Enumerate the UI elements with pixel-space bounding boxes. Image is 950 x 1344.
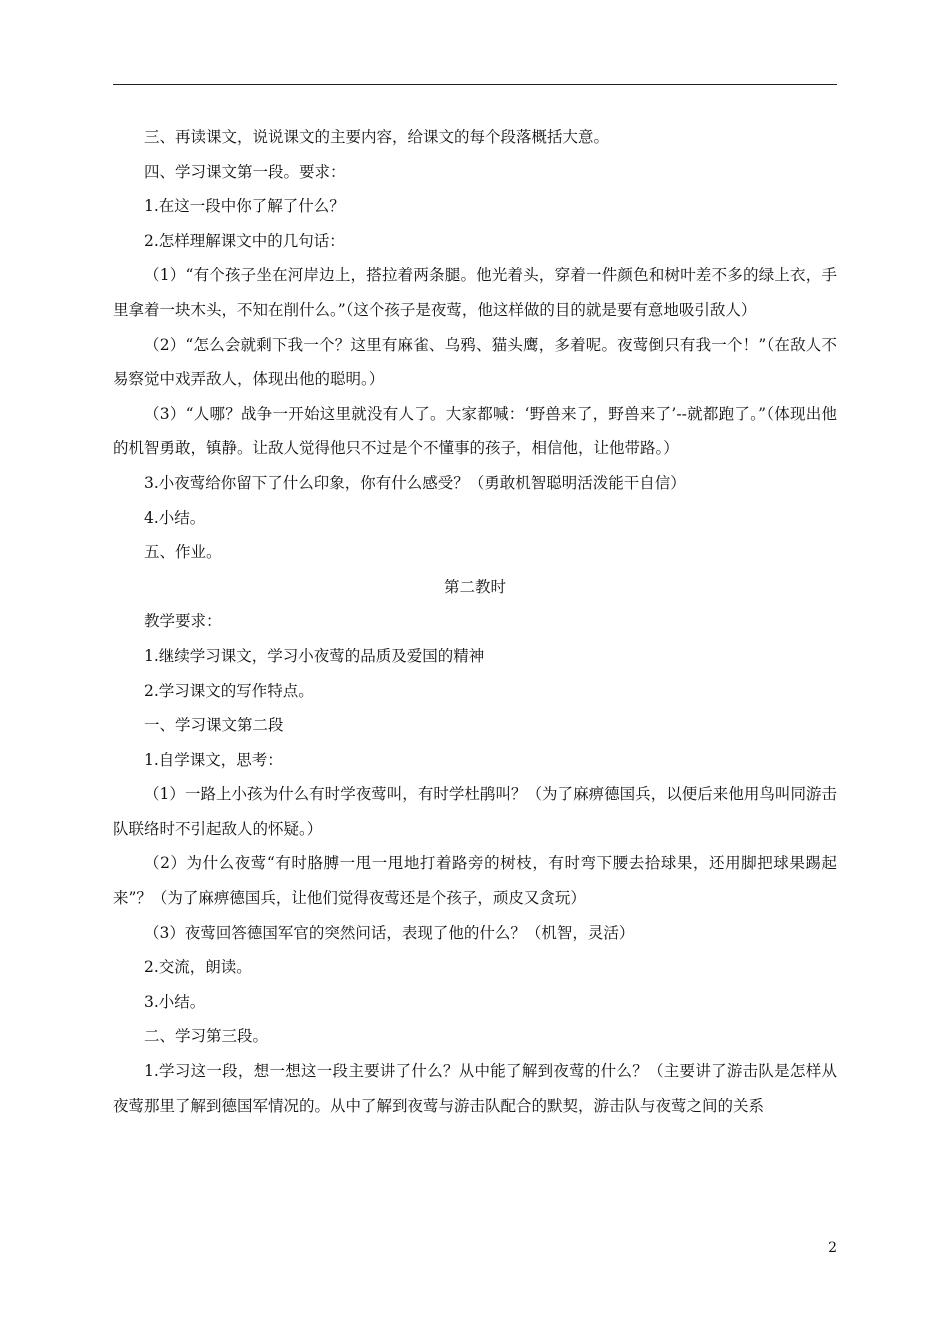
paragraph: 一、学习课文第二段 [144, 716, 284, 735]
paragraph: 四、学习课文第一段。要求： [144, 162, 346, 181]
paragraph: 五、作业。 [144, 543, 222, 562]
paragraph: 教学要求： [144, 612, 222, 631]
paragraph: （2）为什么夜莺“有时胳膊一甩一甩地打着路旁的树枝，有时弯下腰去拾球果，还用脚把球果踢起来”？（为了麻痹德国兵，让他们觉得夜莺还是个孩子，顽皮又贪玩） [113, 854, 837, 908]
paragraph: 二、学习第三段。 [144, 1027, 269, 1046]
paragraph: 2.交流，朗读。 [144, 958, 252, 977]
paragraph: 3.小夜莺给你留下了什么印象，你有什么感受？（勇敢机智聪明活泼能干自信） [144, 473, 686, 492]
paragraph: 1.继续学习课文，学习小夜莺的品质及爱国的精神 [144, 646, 485, 665]
paragraph: （3）夜莺回答德国军官的突然问话，表现了他的什么？（机智，灵活） [144, 923, 635, 942]
paragraph: 4.小结。 [144, 508, 206, 527]
paragraph: （1）一路上小孩为什么有时学夜莺叫，有时学杜鹃叫？（为了麻痹德国兵，以便后来他用鸟叫同游击队联络时不引起敌人的怀疑。） [113, 785, 837, 838]
paragraph: 1.在这一段中你了解了什么？ [144, 197, 345, 216]
header-rule [113, 84, 837, 85]
page-number: 2 [828, 1240, 837, 1256]
paragraph: 三、再读课文，说说课文的主要内容，给课文的每个段落概括大意。 [144, 128, 610, 146]
paragraph: （3）“人哪？战争一开始这里就没有人了。大家都喊：‘野兽来了，野兽来了’--就都跑了。”（体现出他的机智勇敢，镇静。让敌人觉得他只不过是个不懂事的孩子，相信他，让他带路。） [113, 404, 837, 458]
document-body [113, 120, 837, 1123]
paragraph: 3.小结。 [144, 992, 206, 1011]
paragraph: 2.怎样理解课文中的几句话： [144, 231, 345, 250]
paragraph: （2）“怎么会就剩下我一个？这里有麻雀、乌鸦、猫头鹰，多着呢。夜莺倒只有我一个！”（在敌人不易察觉中戏弄敌人，体现出他的聪明。） [113, 335, 837, 389]
paragraph: 2.学习课文的写作特点。 [144, 681, 314, 700]
section-title: 第二教时 [443, 577, 506, 596]
paragraph: 1.学习这一段，想一想这一段主要讲了什么？从中能了解到夜莺的什么？（主要讲了游击队是怎样从夜莺那里了解到德国军情况的。从中了解到夜莺与游击队配合的默契，游击队与夜莺之间的关系 [113, 1062, 837, 1115]
paragraph: （1）“有个孩子坐在河岸边上，搭拉着两条腿。他光着头，穿着一件颜色和树叶差不多的绿上衣，手里拿着一块木头，不知在削什么。”（这个孩子是夜莺，他这样做的目的就是要有意地吸引敌人） [113, 266, 837, 319]
paragraph: 1.自学课文，思考： [144, 750, 283, 769]
